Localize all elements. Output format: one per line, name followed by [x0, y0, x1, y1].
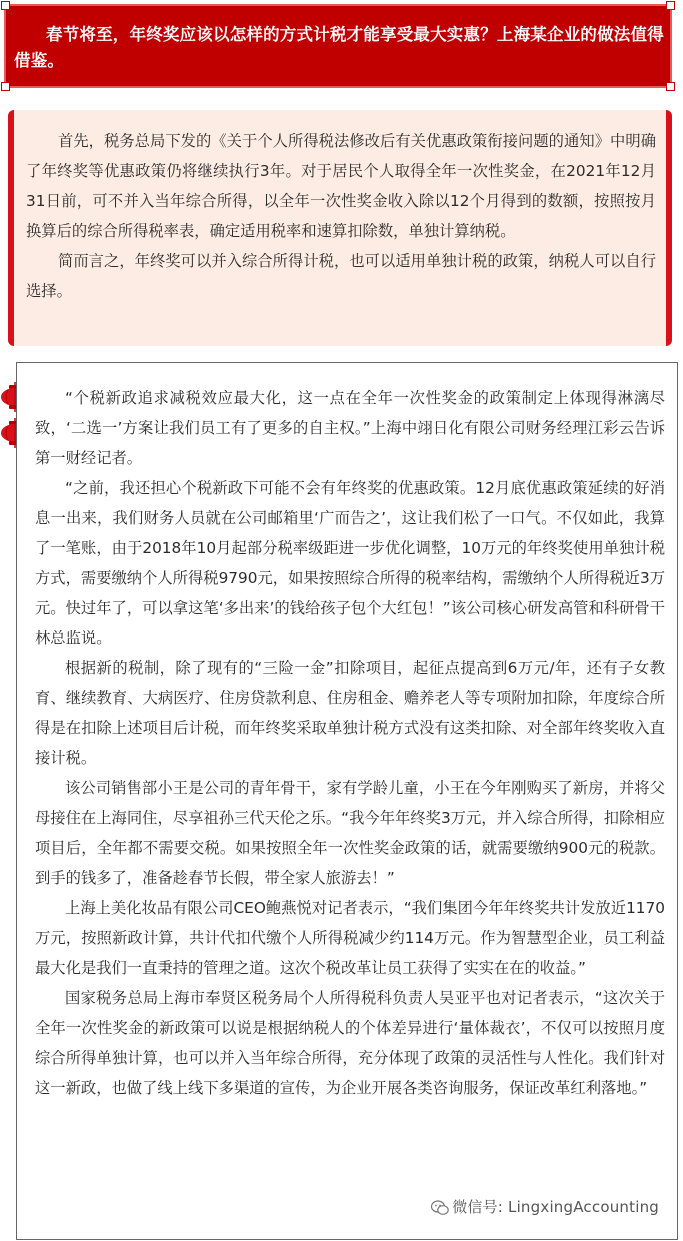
article-paragraph: 根据新的税制，除了现有的“三险一金”扣除项目，起征点提高到6万元/年，还有子女教育、继续教育、大病医疗、住房贷款利息、住房租金、赡养老人等专项附加扣除，年度综合所得是在扣除上述项目后计税，而年终奖采取单独计税方式没有这类扣除、对全部年终奖收入直接计税。: [35, 659, 665, 767]
wechat-icon: [431, 1200, 449, 1216]
banner-title: 春节将至，年终奖应该以怎样的方式计税才能享受最大实惠？上海某企业的做法值得借鉴。: [14, 25, 664, 70]
article-paragraph: “个税新政追求减税效应最大化，这一点在全年一次性奖金的政策制定上体现得淋漓尽致，‘二选一’方案让我们员工有了更多的自主权。”上海中翊日化有限公司财务经理江彩云告诉第一财经记者。: [35, 389, 665, 467]
banner-corner-mark: [666, 82, 675, 91]
article-box: [16, 362, 678, 1240]
banner-corner-mark: [1, 1, 10, 10]
intro-paragraph: 首先，税务总局下发的《关于个人所得税法修改后有关优惠政策衔接问题的通知》中明确了年终奖等优惠政策仍将继续执行3年。对于居民个人取得全年一次性奖金，在2021年12月31日前，可不并入当年综合所得，以全年一次性奖金收入除以12个月得到的数额，按照按月换算后的综合所得税率表，确定适用税率和速算扣除数，单独计算纳税。: [26, 132, 656, 240]
banner-corner-mark: [666, 1, 675, 10]
banner-corner-mark: [1, 82, 10, 91]
watermark-text: 微信号: LingxingAccounting: [452, 1198, 659, 1216]
wechat-watermark: [429, 1196, 661, 1217]
article-paragraph: 国家税务总局上海市奉贤区税务局个人所得税科负责人吴亚平也对记者表示，“这次关于全年一次性奖金的新政策可以说是根据纳税人的个体差异进行‘量体裁衣’，不仅可以按照月度综合所得单独计算，也可以并入当年综合所得，充分体现了政策的灵活性与人性化。我们针对这一新政，也做了线上线下多渠道的宣传，为企业开展各类咨询服务，保证改革红利落地。”: [35, 989, 665, 1097]
article-paragraph: 该公司销售部小王是公司的青年骨干，家有学龄儿童，小王在今年刚购买了新房，并将父母接住在上海同住，尽享祖孙三代天伦之乐。“我今年年终奖3万元，并入综合所得，扣除相应项目后，全年都不需要交税。如果按照全年一次性奖金政策的话，就需要缴纳900元的税款。到手的钱多了，准备趁春节长假，带全家人旅游去！”: [35, 779, 665, 887]
article-paragraph: “之前，我还担心个税新政下可能不会有年终奖的优惠政策。12月底优惠政策延续的好消息一出来，我们财务人员就在公司邮箱里‘广而告之’，这让我们松了一口气。不仅如此，我算了一笔账，由于2018年10月起部分税率级距进一步优化调整，10万元的年终奖使用单独计税方式，需要缴纳个人所得税9790元，如果按照综合所得的税率结构，需缴纳个人所得税近3万元。快过年了，可以拿这笔‘多出来’的钱给孩子包个大红包！”该公司核心研发高管和科研骨干林总监说。: [35, 479, 665, 647]
article-paragraph: 上海上美化妆品有限公司CEO鲍燕悦对记者表示，“我们集团今年年终奖共计发放近1170万元，按照新政计算，共计代扣代缴个人所得税减少约114万元。作为智慧型企业，员工利益最大化是我们一直秉持的管理之道。这次个税改革让员工获得了实实在在的收益。”: [35, 899, 665, 977]
header-banner: [4, 4, 672, 88]
intro-box: [8, 110, 672, 346]
intro-paragraph: 简而言之，年终奖可以并入综合所得计税，也可以适用单独计税的政策，纳税人可以自行选择。: [26, 252, 656, 300]
